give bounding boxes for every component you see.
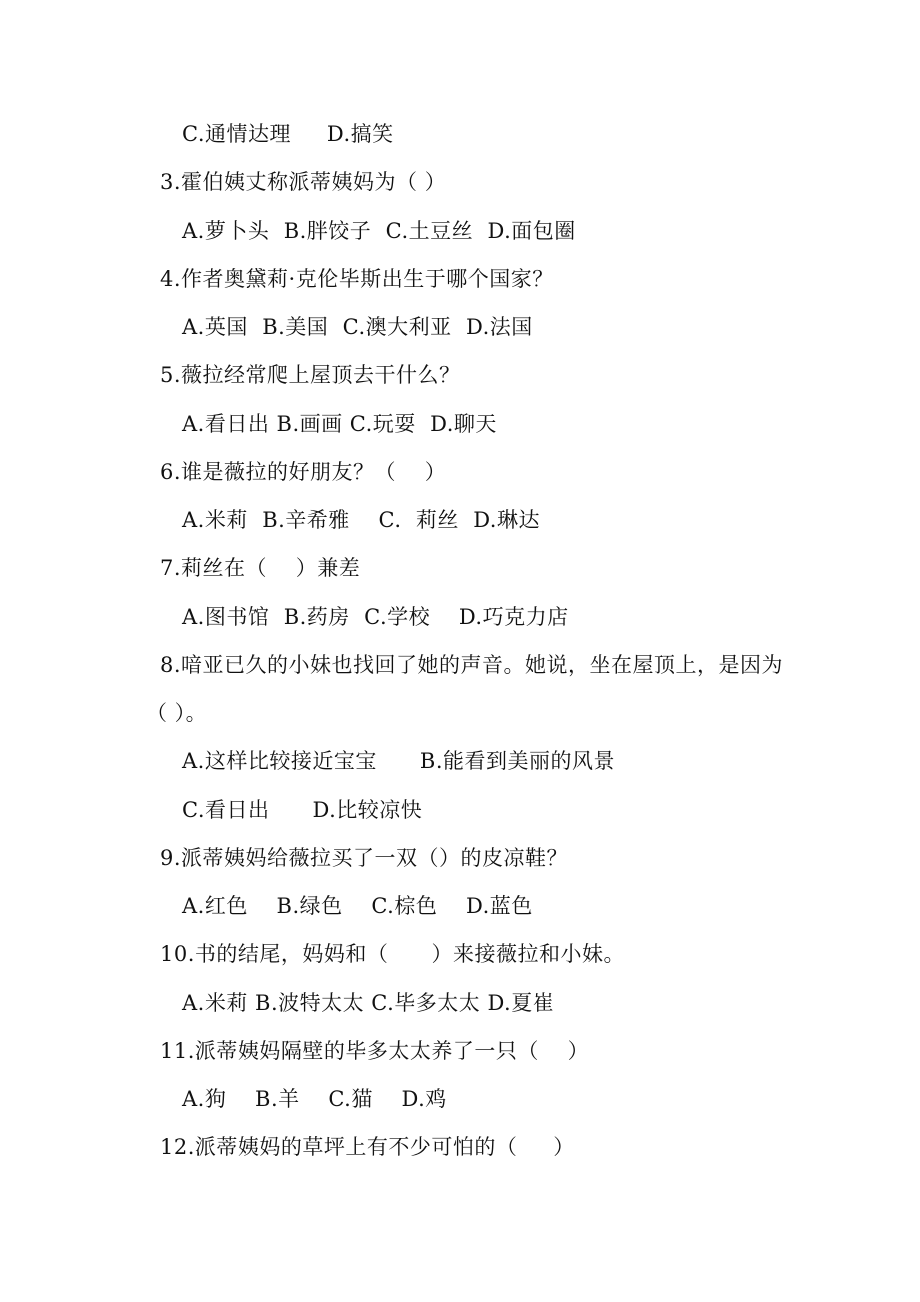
question-11: 11.派蒂姨妈隔壁的毕多太太养了一只（ ） bbox=[160, 1039, 590, 1063]
options-q11: A.狗 B.羊 C.猫 D.鸡 bbox=[182, 1087, 447, 1111]
options-q6: A.米莉 B.辛希雅 C. 莉丝 D.琳达 bbox=[182, 508, 540, 532]
question-9: 9.派蒂姨妈给薇拉买了一双（）的皮凉鞋？ bbox=[160, 846, 569, 870]
question-7: 7.莉丝在（ ）兼差 bbox=[160, 556, 361, 580]
option-line-q2-cd: C.通情达理 D.搞笑 bbox=[182, 122, 394, 146]
question-8: 8.喑亚已久的小妹也找回了她的声音。她说，坐在屋顶上，是因为 bbox=[160, 653, 784, 677]
question-6: 6.谁是薇拉的好朋友？（ ） bbox=[160, 460, 447, 484]
options-q4: A.英国 B.美国 C.澳大利亚 D.法国 bbox=[182, 315, 533, 339]
question-12: 12.派蒂姨妈的草坪上有不少可怕的（ ） bbox=[160, 1135, 575, 1159]
options-q8-cd: C.看日出 D.比较凉快 bbox=[182, 798, 423, 822]
question-5: 5.薇拉经常爬上屋顶去干什么？ bbox=[160, 363, 461, 387]
options-q10: A.米莉 B.波特太太 C.毕多太太 D.夏崔 bbox=[182, 991, 555, 1015]
question-10: 10.书的结尾，妈妈和（ ）来接薇拉和小妹。 bbox=[160, 942, 625, 966]
options-q5: A.看日出 B.画画 C.玩耍 D.聊天 bbox=[182, 412, 497, 436]
question-4: 4.作者奥黛莉·克伦毕斯出生于哪个国家？ bbox=[160, 267, 554, 291]
options-q8-ab: A.这样比较接近宝宝 B.能看到美丽的风景 bbox=[182, 749, 615, 773]
question-8-continued: （ ）。 bbox=[146, 701, 208, 725]
question-3: 3.霍伯姨丈称派蒂姨妈为（ ） bbox=[160, 170, 447, 194]
options-q9: A.红色 B.绿色 C.棕色 D.蓝色 bbox=[182, 894, 533, 918]
options-q7: A.图书馆 B.药房 C.学校 D.巧克力店 bbox=[182, 605, 569, 629]
options-q3: A.萝卜头 B.胖饺子 C.土豆丝 D.面包圈 bbox=[182, 219, 576, 243]
